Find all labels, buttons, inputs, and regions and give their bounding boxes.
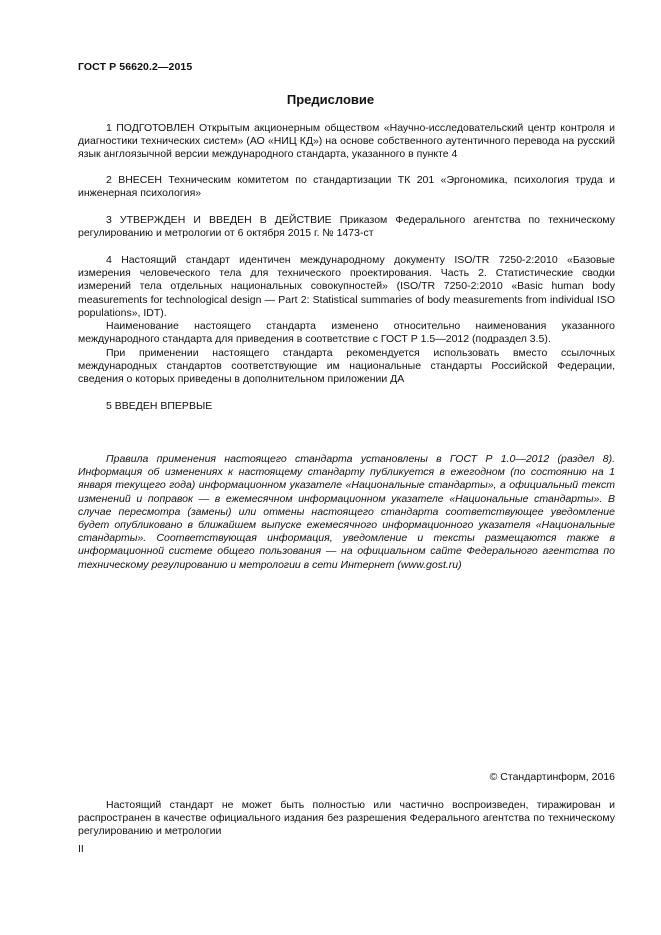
document-code-header: ГОСТ Р 56620.2—2015 <box>78 61 193 73</box>
paragraph-item-1: 1 ПОДГОТОВЛЕН Открытым акционерным обществом «Научно-исследовательский центр контроля и диагностики технических систем» (АО «НИЦ КД») на основе собственного аутентичного перевода на русский язык англоязычной версии международного стандарта, указанного в пункте 4 <box>78 122 615 161</box>
legal-notice: Настоящий стандарт не может быть полностью или частично воспроизведен, тиражирован и распространен в качестве официального издания без разрешения Федерального агентства по техническому регулированию и метрологии <box>78 799 615 838</box>
paragraph-item-4-name-change: Наименование настоящего стандарта изменено относительно наименования указанного международного стандарта для приведения в соответствие с ГОСТ Р 1.5—2012 (подраздел 3.5). <box>78 320 615 346</box>
application-rules-note: Правила применения настоящего стандарта установлены в ГОСТ Р 1.0—2012 (раздел 8). Информация об изменениях к настоящему стандарту публикуется в ежегодном (по состоянию на 1 января текущего года) информационном указателе «Национальные стандарты», а официальный текст изменений и поправок — в ежемесячном информационном указателе «Национальные стандарты». В случае пересмотра (замены) или отмены настоящего стандарта соответствующее уведомление будет опубликовано в ближайшем выпуске ежемесячного информационного указателя «Национальные стандарты». Соответствующая информация, уведомление и тексты размещаются также в информационной системе общего пользования — на официальном сайте Федерального агентства по техническому регулированию и метрологии в сети Интернет (www.gost.ru) <box>78 453 615 571</box>
paragraph-item-4-references: При применении настоящего стандарта рекомендуется использовать вместо ссылочных международных стандартов соответствующие им национальные стандарты Российской Федерации, сведения о которых приведены в дополнительном приложении ДА <box>78 347 615 386</box>
page-title: Предисловие <box>286 92 375 107</box>
paragraph-item-2: 2 ВНЕСЕН Техническим комитетом по стандартизации ТК 201 «Эргономика, психология труда и инженерная психология» <box>78 174 615 200</box>
paragraph-item-3: 3 УТВЕРЖДЕН И ВВЕДЕН В ДЕЙСТВИЕ Приказом Федерального агентства по техническому регулированию и метрологии от 6 октября 2015 г. № 1473-ст <box>78 214 615 240</box>
paragraph-item-4: 4 Настоящий стандарт идентичен международному документу ISO/TR 7250-2:2010 «Базовые измерения человеческого тела для технического проектирования. Часть 2. Статистические сводки измерений тела отдельных национальных совокупностей» (ISO/TR 7250-2:2010 «Basic human body measurements for technological design — Part 2: Statistical summaries of body measurements from individual ISO populations», IDT). <box>78 254 615 319</box>
page-number: II <box>78 843 84 855</box>
copyright-notice: © Стандартинформ, 2016 <box>489 771 615 783</box>
paragraph-item-5: 5 ВВЕДЕН ВПЕРВЫЕ <box>106 400 213 412</box>
